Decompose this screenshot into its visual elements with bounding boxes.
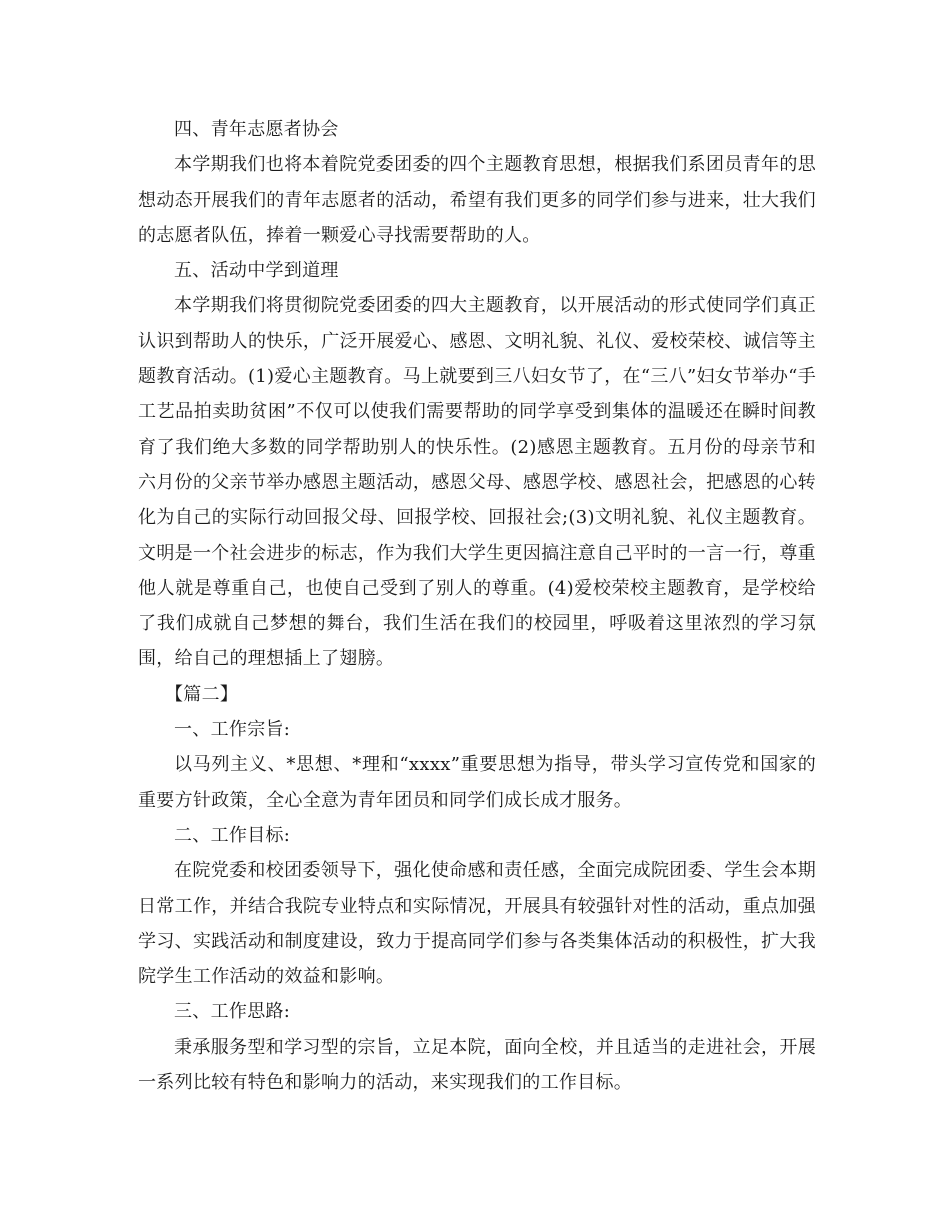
heading-volunteer-association: 四、青年志愿者协会 (174, 119, 339, 140)
heading-work-goals: 二、工作目标: (174, 824, 291, 846)
paragraph-volunteer: 本学期我们也将本着院党委团委的四个主题教育思想，根据我们系团员青年的思想动态开展我们的青年志愿者的活动，希望有我们更多的同学们参与进来，壮大我们的志愿者队伍，捧着一颗爱心寻找需要帮助的人。 (138, 154, 816, 246)
document-page (138, 112, 816, 1100)
section-title-part-two: 【篇二】 (165, 683, 239, 705)
paragraph-work-approach: 秉承服务型和学习型的宗旨，立足本院，面向全校，并且适当的走进社会，开展一系列比较有特色和影响力的活动，来实现我们的工作目标。 (138, 1036, 816, 1094)
heading-work-approach: 三、工作思路: (174, 1001, 291, 1023)
heading-work-purpose: 一、工作宗旨: (174, 719, 291, 741)
heading-activity-lessons: 五、活动中学到道理 (174, 260, 339, 282)
paragraph-theme-education: 本学期我们将贯彻院党委团委的四大主题教育，以开展活动的形式使同学们真正认识到帮助人的快乐，广泛开展爱心、感恩、文明礼貌、礼仪、爱校荣校、诚信等主题教育活动。(1)爱心主题教育。马上就要到三八妇女节了，在“三八”妇女节举办“手工艺品拍卖助贫困”不仅可以使我们需要帮助的同学享受到集体的温暖还在瞬时间教育了我们绝大多数的同学帮助别人的快乐性。(2)感恩主题教育。五月份的母亲节和六月份的父亲节举办感恩主题活动，感恩父母、感恩学校、感恩社会，把感恩的心转化为自己的实际行动回报父母、回报学校、回报社会;(3)文明礼貌、礼仪主题教育。文明是一个社会进步的标志，作为我们大学生更因搞注意自己平时的一言一行，尊重他人就是尊重自己，也使自己受到了别人的尊重。(4)爱校荣校主题教育，是学校给了我们成就自己梦想的舞台，我们生活在我们的校园里，呼吸着这里浓烈的学习氛围，给自己的理想插上了翅膀。 (138, 295, 816, 670)
paragraph-work-purpose: 以马列主义、*思想、*理和“xxxx”重要思想为指导，带头学习宣传党和国家的重要方针政策，全心全意为青年团员和同学们成长成才服务。 (138, 754, 816, 811)
paragraph-work-goals: 在院党委和校团委领导下，强化使命感和责任感，全面完成院团委、学生会本期日常工作，并结合我院专业特点和实际情况，开展具有较强针对性的活动，重点加强学习、实践活动和制度建设，致力于提高同学们参与各类集体活动的积极性，扩大我院学生工作活动的效益和影响。 (138, 860, 816, 988)
